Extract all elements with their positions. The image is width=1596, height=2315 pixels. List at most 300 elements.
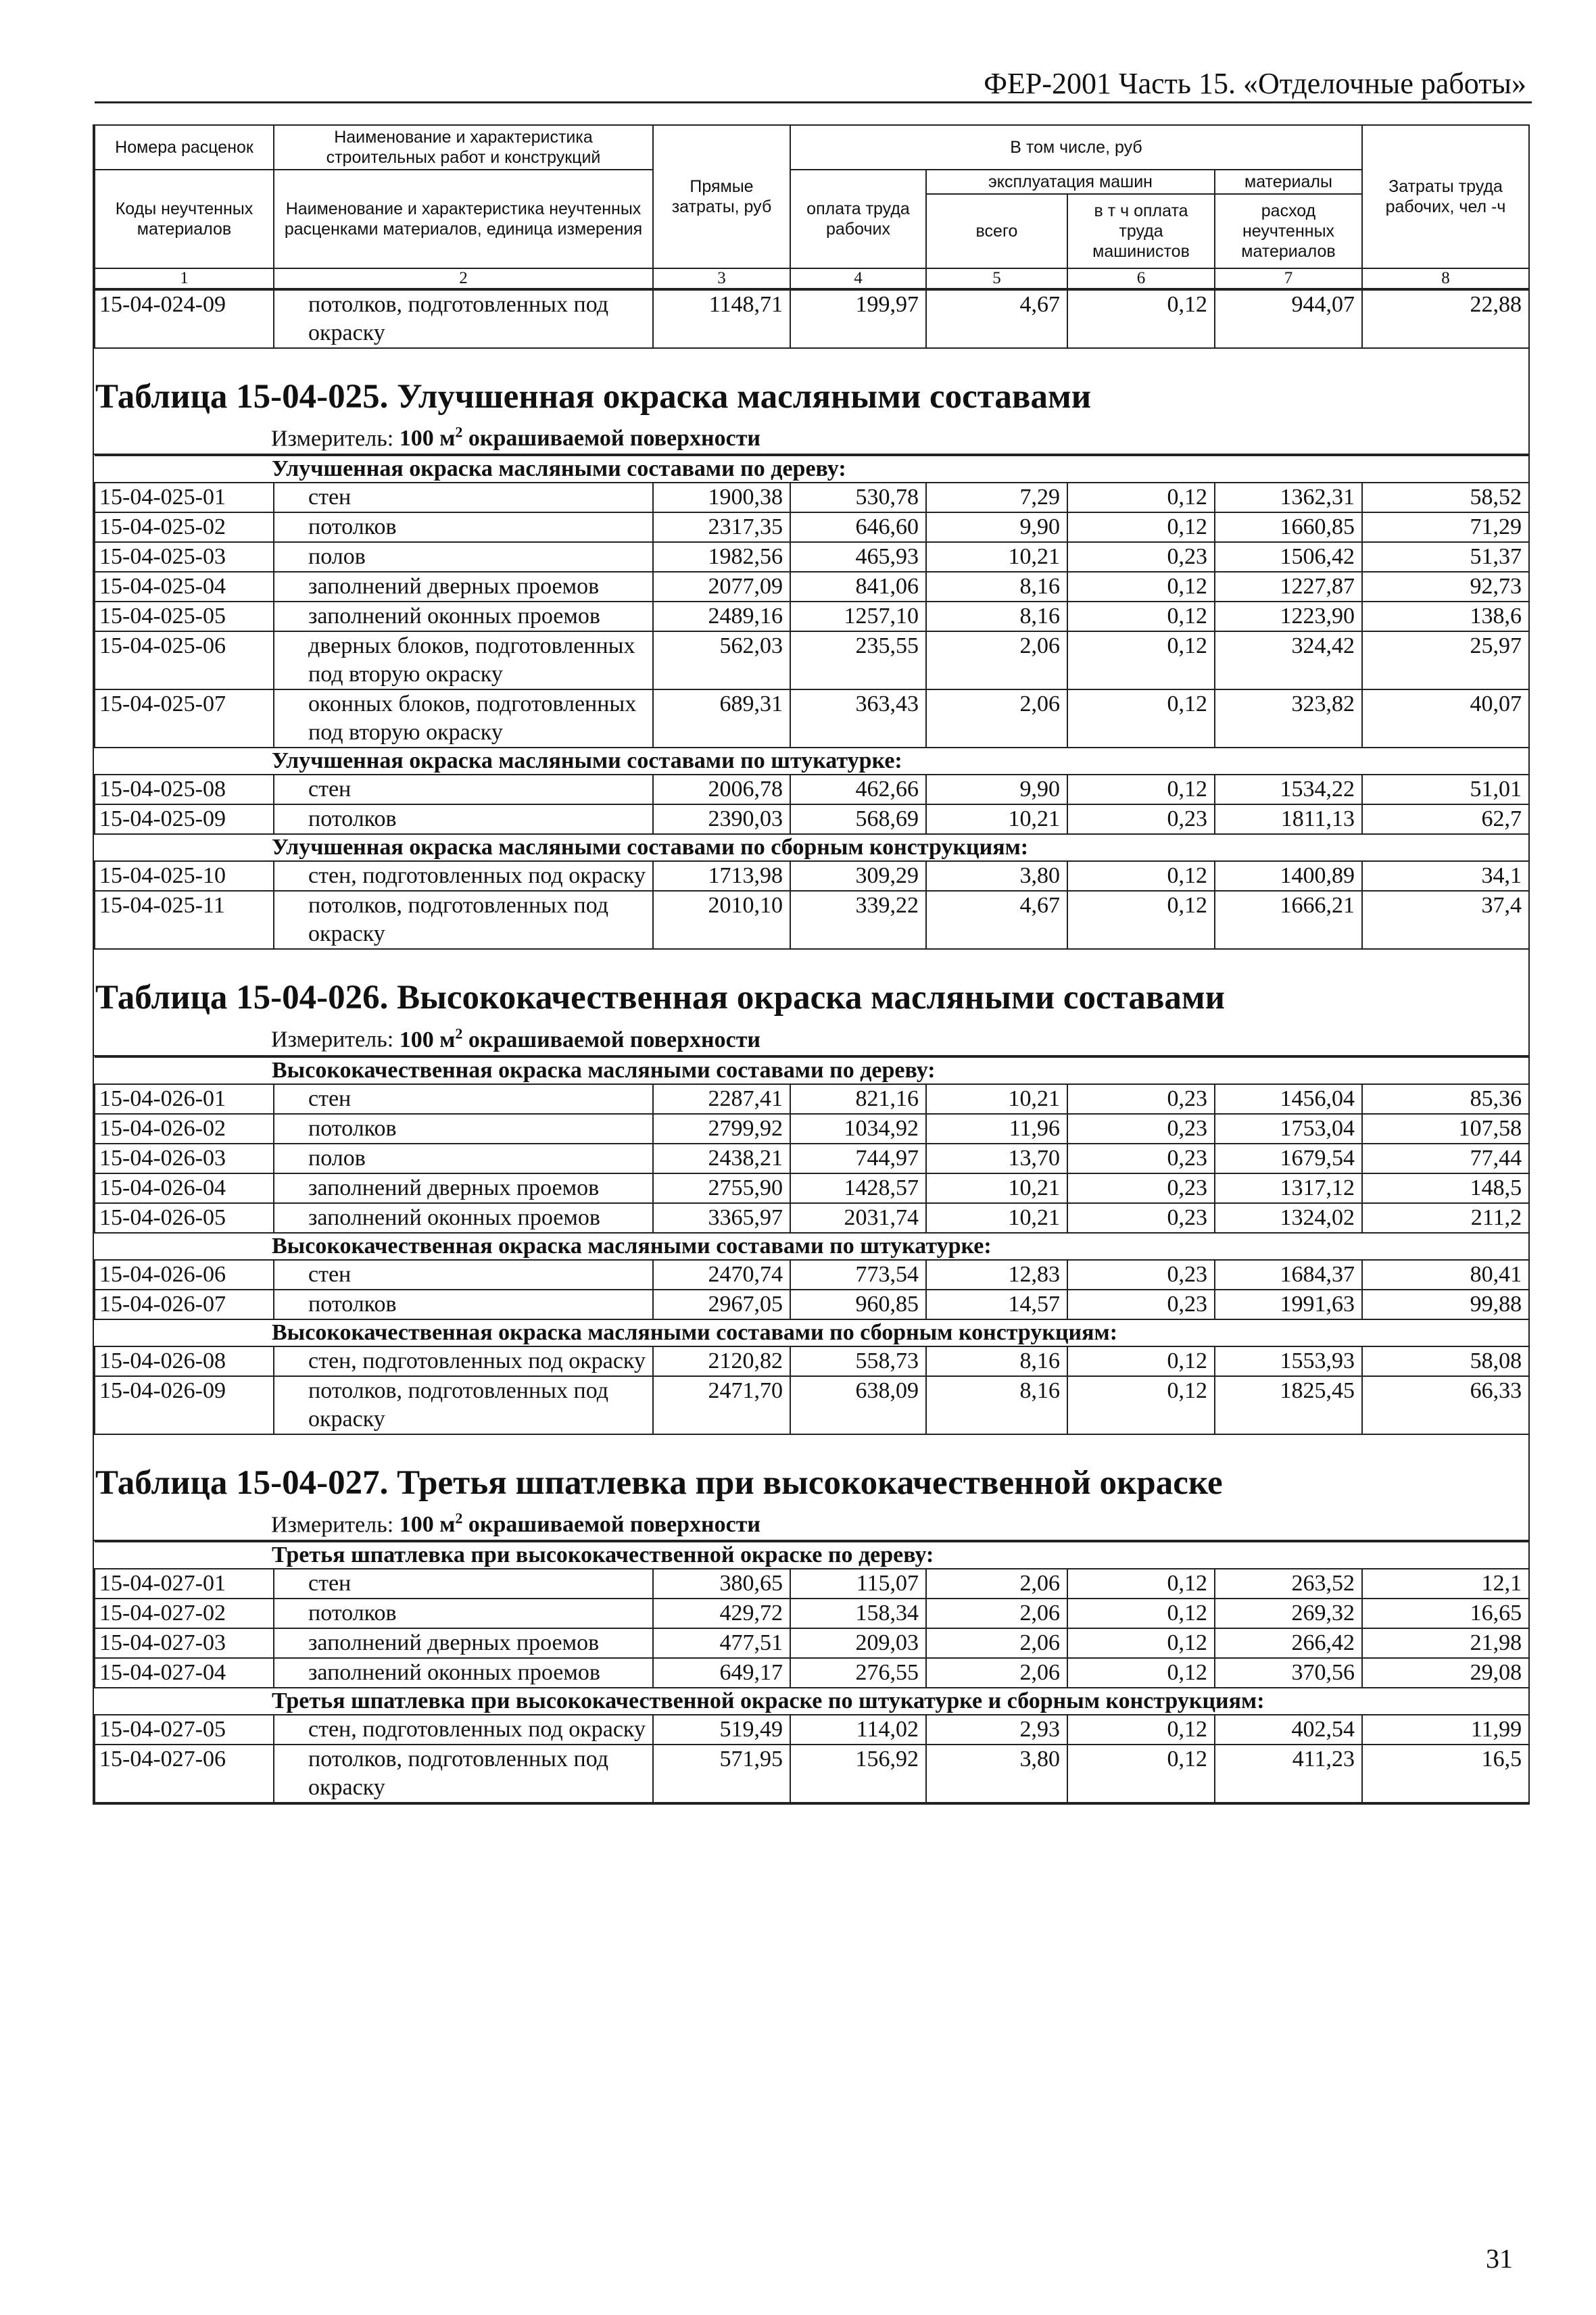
col-header-machines: эксплуатация машин bbox=[926, 170, 1215, 194]
work-name: заполнений оконных проемов bbox=[274, 602, 653, 631]
machines-total: 9,90 bbox=[926, 512, 1067, 542]
work-name: потолков bbox=[274, 1290, 653, 1319]
table-row bbox=[95, 1260, 1529, 1290]
machines-total: 2,93 bbox=[926, 1715, 1067, 1745]
section-row bbox=[95, 748, 1529, 775]
table-row bbox=[95, 631, 1529, 689]
labor-costs: 34,1 bbox=[1362, 861, 1529, 891]
direct-costs: 2755,90 bbox=[653, 1173, 790, 1203]
operator-pay: 0,23 bbox=[1067, 1084, 1215, 1114]
work-name: заполнений дверных проемов bbox=[274, 1173, 653, 1203]
rate-code: 15-04-026-01 bbox=[95, 1084, 274, 1114]
labor-costs: 25,97 bbox=[1362, 631, 1529, 689]
direct-costs: 519,49 bbox=[653, 1715, 790, 1745]
operator-pay: 0,12 bbox=[1067, 861, 1215, 891]
table-row bbox=[95, 1376, 1529, 1434]
work-name: дверных блоков, подготовленных под вторую окраску bbox=[274, 631, 653, 689]
labor-costs: 66,33 bbox=[1362, 1376, 1529, 1434]
rate-code: 15-04-025-08 bbox=[95, 775, 274, 804]
measure-description: окрашиваемой поверхности bbox=[468, 1511, 760, 1537]
col-header-group: В том числе, руб bbox=[790, 125, 1362, 170]
worker-pay: 209,03 bbox=[790, 1628, 926, 1658]
material-usage: 1666,21 bbox=[1215, 891, 1362, 949]
work-name: потолков, подготовленных под окраску bbox=[274, 1376, 653, 1434]
rate-code: 15-04-027-06 bbox=[95, 1745, 274, 1803]
operator-pay: 0,23 bbox=[1067, 1173, 1215, 1203]
worker-pay: 1257,10 bbox=[790, 602, 926, 631]
table-row bbox=[95, 602, 1529, 631]
section-row bbox=[95, 456, 1529, 483]
measure-exponent: 2 bbox=[455, 1025, 463, 1042]
table-row bbox=[95, 1599, 1529, 1628]
operator-pay: 0,23 bbox=[1067, 1114, 1215, 1144]
worker-pay: 465,93 bbox=[790, 542, 926, 572]
labor-costs: 138,6 bbox=[1362, 602, 1529, 631]
section-row bbox=[95, 1319, 1529, 1346]
rate-code: 15-04-025-09 bbox=[95, 804, 274, 834]
col-num: 8 bbox=[1362, 268, 1529, 289]
col-header-worker-pay: оплата труда рабочих bbox=[790, 170, 926, 268]
rate-code: 15-04-027-02 bbox=[95, 1599, 274, 1628]
table-row bbox=[95, 542, 1529, 572]
labor-costs: 77,44 bbox=[1362, 1144, 1529, 1173]
direct-costs: 1900,38 bbox=[653, 483, 790, 512]
labor-costs: 92,73 bbox=[1362, 572, 1529, 602]
work-name: потолков, подготовленных под окраску bbox=[274, 1745, 653, 1803]
direct-costs: 380,65 bbox=[653, 1569, 790, 1599]
col-header-material-codes: Коды неучтенных материалов bbox=[95, 170, 274, 268]
rate-code: 15-04-027-04 bbox=[95, 1658, 274, 1688]
col-header-materials: материалы bbox=[1215, 170, 1362, 194]
rate-code: 15-04-025-04 bbox=[95, 572, 274, 602]
operator-pay: 0,12 bbox=[1067, 689, 1215, 748]
machines-total: 10,21 bbox=[926, 1084, 1067, 1114]
work-name: заполнений дверных проемов bbox=[274, 572, 653, 602]
rate-code: 15-04-027-03 bbox=[95, 1628, 274, 1658]
direct-costs: 689,31 bbox=[653, 689, 790, 748]
rate-code: 15-04-026-02 bbox=[95, 1114, 274, 1144]
worker-pay: 646,60 bbox=[790, 512, 926, 542]
worker-pay: 363,43 bbox=[790, 689, 926, 748]
measure-amount: 100 м bbox=[399, 1511, 456, 1537]
direct-costs: 477,51 bbox=[653, 1628, 790, 1658]
table-row bbox=[95, 290, 1529, 348]
table-row bbox=[95, 1715, 1529, 1745]
material-usage: 411,23 bbox=[1215, 1745, 1362, 1803]
operator-pay: 0,12 bbox=[1067, 1599, 1215, 1628]
worker-pay: 558,73 bbox=[790, 1346, 926, 1376]
worker-pay: 158,34 bbox=[790, 1599, 926, 1628]
material-usage: 1660,85 bbox=[1215, 512, 1362, 542]
material-usage: 1227,87 bbox=[1215, 572, 1362, 602]
direct-costs: 2287,41 bbox=[653, 1084, 790, 1114]
column-header-table bbox=[94, 124, 1530, 289]
material-usage: 266,42 bbox=[1215, 1628, 1362, 1658]
material-usage: 1679,54 bbox=[1215, 1144, 1362, 1173]
labor-costs: 62,7 bbox=[1362, 804, 1529, 834]
measure-description: окрашиваемой поверхности bbox=[468, 426, 760, 452]
table-row bbox=[95, 1144, 1529, 1173]
direct-costs: 1713,98 bbox=[653, 861, 790, 891]
machines-total: 8,16 bbox=[926, 572, 1067, 602]
worker-pay: 2031,74 bbox=[790, 1203, 926, 1233]
rate-code: 15-04-026-09 bbox=[95, 1376, 274, 1434]
machines-total: 9,90 bbox=[926, 775, 1067, 804]
rate-code: 15-04-026-03 bbox=[95, 1144, 274, 1173]
operator-pay: 0,12 bbox=[1067, 631, 1215, 689]
worker-pay: 462,66 bbox=[790, 775, 926, 804]
worker-pay: 115,07 bbox=[790, 1569, 926, 1599]
machines-total: 4,67 bbox=[926, 891, 1067, 949]
rate-code: 15-04-025-11 bbox=[95, 891, 274, 949]
table-row bbox=[95, 1346, 1529, 1376]
material-usage: 269,32 bbox=[1215, 1599, 1362, 1628]
measure-label: Измеритель: bbox=[271, 426, 394, 452]
col-num: 6 bbox=[1067, 268, 1215, 289]
machines-total: 8,16 bbox=[926, 1376, 1067, 1434]
material-usage: 1400,89 bbox=[1215, 861, 1362, 891]
direct-costs: 562,03 bbox=[653, 631, 790, 689]
col-header-work-name: Наименование и характеристика строительных работ и конструкций bbox=[274, 125, 653, 170]
material-usage: 1362,31 bbox=[1215, 483, 1362, 512]
machines-total: 2,06 bbox=[926, 1569, 1067, 1599]
measure-value bbox=[400, 426, 760, 451]
direct-costs: 2010,10 bbox=[653, 891, 790, 949]
rate-code: 15-04-025-05 bbox=[95, 602, 274, 631]
measure-amount: 100 м bbox=[399, 1027, 456, 1052]
worker-pay: 960,85 bbox=[790, 1290, 926, 1319]
worker-pay: 744,97 bbox=[790, 1144, 926, 1173]
col-num: 3 bbox=[653, 268, 790, 289]
machines-total: 10,21 bbox=[926, 1173, 1067, 1203]
operator-pay: 0,12 bbox=[1067, 290, 1215, 348]
direct-costs: 2317,35 bbox=[653, 512, 790, 542]
operator-pay: 0,12 bbox=[1067, 512, 1215, 542]
page-number: 31 bbox=[1486, 2243, 1513, 2274]
col-header-machines-total: всего bbox=[926, 194, 1067, 268]
worker-pay: 235,55 bbox=[790, 631, 926, 689]
direct-costs: 2077,09 bbox=[653, 572, 790, 602]
direct-costs: 649,17 bbox=[653, 1658, 790, 1688]
direct-costs: 2471,70 bbox=[653, 1376, 790, 1434]
material-usage: 1753,04 bbox=[1215, 1114, 1362, 1144]
measure-label: Измеритель: bbox=[271, 1027, 394, 1052]
operator-pay: 0,12 bbox=[1067, 1628, 1215, 1658]
section-title: Высококачественная окраска масляными составами по дереву: bbox=[95, 1057, 1529, 1084]
material-usage: 1825,45 bbox=[1215, 1376, 1362, 1434]
labor-costs: 107,58 bbox=[1362, 1114, 1529, 1144]
labor-costs: 29,08 bbox=[1362, 1658, 1529, 1688]
work-name: заполнений оконных проемов bbox=[274, 1203, 653, 1233]
labor-costs: 21,98 bbox=[1362, 1628, 1529, 1658]
worker-pay: 156,92 bbox=[790, 1745, 926, 1803]
table-row bbox=[95, 1569, 1529, 1599]
machines-total: 2,06 bbox=[926, 1599, 1067, 1628]
operator-pay: 0,12 bbox=[1067, 891, 1215, 949]
table-row bbox=[95, 804, 1529, 834]
table-row bbox=[95, 1745, 1529, 1803]
material-usage: 1553,93 bbox=[1215, 1346, 1362, 1376]
table-row bbox=[95, 1290, 1529, 1319]
section-row bbox=[95, 834, 1529, 861]
operator-pay: 0,12 bbox=[1067, 1715, 1215, 1745]
worker-pay: 1034,92 bbox=[790, 1114, 926, 1144]
labor-costs: 80,41 bbox=[1362, 1260, 1529, 1290]
rate-code: 15-04-025-10 bbox=[95, 861, 274, 891]
direct-costs: 2438,21 bbox=[653, 1144, 790, 1173]
operator-pay: 0,23 bbox=[1067, 1203, 1215, 1233]
table-row bbox=[95, 689, 1529, 748]
col-header-material-name: Наименование и характеристика неучтенных расценками материалов, единица измерения bbox=[274, 170, 653, 268]
machines-total: 10,21 bbox=[926, 1203, 1067, 1233]
col-header-material-usage: расход неучтенных материалов bbox=[1215, 194, 1362, 268]
operator-pay: 0,23 bbox=[1067, 1260, 1215, 1290]
operator-pay: 0,12 bbox=[1067, 1376, 1215, 1434]
col-header-labor-costs: Затраты труда рабочих, чел -ч bbox=[1362, 125, 1529, 268]
work-name: стен bbox=[274, 1569, 653, 1599]
worker-pay: 276,55 bbox=[790, 1658, 926, 1688]
labor-costs: 85,36 bbox=[1362, 1084, 1529, 1114]
work-name: стен, подготовленных под окраску bbox=[274, 1346, 653, 1376]
table-row bbox=[95, 1114, 1529, 1144]
measure-label: Измеритель: bbox=[271, 1511, 394, 1537]
machines-total: 13,70 bbox=[926, 1144, 1067, 1173]
rate-code: 15-04-027-05 bbox=[95, 1715, 274, 1745]
rate-table bbox=[94, 1541, 1530, 1803]
table-row bbox=[95, 1084, 1529, 1114]
machines-total: 10,21 bbox=[926, 542, 1067, 572]
material-usage: 1317,12 bbox=[1215, 1173, 1362, 1203]
material-usage: 1324,02 bbox=[1215, 1203, 1362, 1233]
rate-code: 15-04-026-05 bbox=[95, 1203, 274, 1233]
work-name: потолков bbox=[274, 1114, 653, 1144]
direct-costs: 571,95 bbox=[653, 1745, 790, 1803]
work-name: стен bbox=[274, 483, 653, 512]
material-usage: 1811,13 bbox=[1215, 804, 1362, 834]
material-usage: 1456,04 bbox=[1215, 1084, 1362, 1114]
labor-costs: 22,88 bbox=[1362, 290, 1529, 348]
rate-code: 15-04-025-02 bbox=[95, 512, 274, 542]
column-number-row bbox=[95, 268, 1529, 289]
rate-code: 15-04-026-04 bbox=[95, 1173, 274, 1203]
col-num: 5 bbox=[926, 268, 1067, 289]
carryover-table bbox=[94, 289, 1530, 349]
work-name: стен, подготовленных под окраску bbox=[274, 861, 653, 891]
material-usage: 1991,63 bbox=[1215, 1290, 1362, 1319]
col-num: 1 bbox=[95, 268, 274, 289]
direct-costs: 429,72 bbox=[653, 1599, 790, 1628]
labor-costs: 211,2 bbox=[1362, 1203, 1529, 1233]
machines-total: 3,80 bbox=[926, 1745, 1067, 1803]
section-title: Улучшенная окраска масляными составами по дереву: bbox=[95, 456, 1529, 483]
measure-value bbox=[400, 1027, 760, 1052]
section-title: Улучшенная окраска масляными составами по сборным конструкциям: bbox=[95, 834, 1529, 861]
work-name: стен, подготовленных под окраску bbox=[274, 1715, 653, 1745]
labor-costs: 16,65 bbox=[1362, 1599, 1529, 1628]
material-usage: 1223,90 bbox=[1215, 602, 1362, 631]
material-usage: 1534,22 bbox=[1215, 775, 1362, 804]
machines-total: 2,06 bbox=[926, 1628, 1067, 1658]
col-header-rate-number: Номера расценок bbox=[95, 125, 274, 170]
material-usage: 944,07 bbox=[1215, 290, 1362, 348]
work-name: потолков, подготовленных под окраску bbox=[274, 290, 653, 348]
measure-amount: 100 м bbox=[399, 426, 456, 452]
operator-pay: 0,23 bbox=[1067, 804, 1215, 834]
operator-pay: 0,23 bbox=[1067, 542, 1215, 572]
rate-code: 15-04-025-07 bbox=[95, 689, 274, 748]
section-title: Улучшенная окраска масляными составами по штукатурке: bbox=[95, 748, 1529, 775]
material-usage: 1684,37 bbox=[1215, 1260, 1362, 1290]
work-name: потолков, подготовленных под окраску bbox=[274, 891, 653, 949]
document-body bbox=[93, 124, 1530, 1805]
work-name: стен bbox=[274, 1260, 653, 1290]
worker-pay: 638,09 bbox=[790, 1376, 926, 1434]
machines-total: 3,80 bbox=[926, 861, 1067, 891]
work-name: полов bbox=[274, 542, 653, 572]
rate-code: 15-04-027-01 bbox=[95, 1569, 274, 1599]
rate-tables bbox=[94, 376, 1528, 1803]
direct-costs: 2799,92 bbox=[653, 1114, 790, 1144]
labor-costs: 16,5 bbox=[1362, 1745, 1529, 1803]
rate-code: 15-04-025-03 bbox=[95, 542, 274, 572]
labor-costs: 51,01 bbox=[1362, 775, 1529, 804]
worker-pay: 309,29 bbox=[790, 861, 926, 891]
table-row bbox=[95, 512, 1529, 542]
table-row bbox=[95, 1628, 1529, 1658]
work-name: заполнений оконных проемов bbox=[274, 1658, 653, 1688]
col-num: 2 bbox=[274, 268, 653, 289]
operator-pay: 0,12 bbox=[1067, 1569, 1215, 1599]
worker-pay: 199,97 bbox=[790, 290, 926, 348]
section-title: Третья шпатлевка при высококачественной окраске по штукатурке и сборным конструкциям: bbox=[95, 1688, 1529, 1715]
operator-pay: 0,12 bbox=[1067, 775, 1215, 804]
worker-pay: 841,06 bbox=[790, 572, 926, 602]
rate-table bbox=[94, 455, 1530, 950]
operator-pay: 0,12 bbox=[1067, 1658, 1215, 1688]
labor-costs: 37,4 bbox=[1362, 891, 1529, 949]
machines-total: 8,16 bbox=[926, 602, 1067, 631]
labor-costs: 71,29 bbox=[1362, 512, 1529, 542]
section-title: Высококачественная окраска масляными составами по сборным конструкциям: bbox=[95, 1319, 1529, 1346]
rate-code: 15-04-026-06 bbox=[95, 1260, 274, 1290]
work-name: полов bbox=[274, 1144, 653, 1173]
rate-table-block bbox=[94, 1462, 1528, 1803]
operator-pay: 0,12 bbox=[1067, 1745, 1215, 1803]
rate-table bbox=[94, 1056, 1530, 1435]
measure-value bbox=[399, 1509, 760, 1537]
table-row bbox=[95, 891, 1529, 949]
labor-costs: 40,07 bbox=[1362, 689, 1529, 748]
operator-pay: 0,12 bbox=[1067, 483, 1215, 512]
direct-costs: 3365,97 bbox=[653, 1203, 790, 1233]
machines-total: 10,21 bbox=[926, 804, 1067, 834]
worker-pay: 339,22 bbox=[790, 891, 926, 949]
direct-costs: 2120,82 bbox=[653, 1346, 790, 1376]
operator-pay: 0,23 bbox=[1067, 1290, 1215, 1319]
rate-table-block bbox=[94, 376, 1528, 950]
measure-unit-line bbox=[94, 418, 1528, 455]
machines-total: 2,06 bbox=[926, 1658, 1067, 1688]
material-usage: 263,52 bbox=[1215, 1569, 1362, 1599]
machines-total: 14,57 bbox=[926, 1290, 1067, 1319]
labor-costs: 58,08 bbox=[1362, 1346, 1529, 1376]
measure-unit-line bbox=[94, 1504, 1528, 1541]
rate-code: 15-04-025-01 bbox=[95, 483, 274, 512]
material-usage: 324,42 bbox=[1215, 631, 1362, 689]
table-row bbox=[95, 483, 1529, 512]
work-name: потолков bbox=[274, 804, 653, 834]
material-usage: 323,82 bbox=[1215, 689, 1362, 748]
work-name: потолков bbox=[274, 1599, 653, 1628]
worker-pay: 530,78 bbox=[790, 483, 926, 512]
header-title: ФЕР-2001 Часть 15. «Отделочные работы» bbox=[984, 67, 1526, 100]
col-header-operator-pay: в т ч оплата труда машинистов bbox=[1067, 194, 1215, 268]
table-row bbox=[95, 572, 1529, 602]
table-title: Таблица 15-04-027. Третья шпатлевка при высококачественной окраске bbox=[95, 1463, 1223, 1502]
operator-pay: 0,23 bbox=[1067, 1144, 1215, 1173]
work-name: оконных блоков, подготовленных под вторую окраску bbox=[274, 689, 653, 748]
section-row bbox=[95, 1542, 1529, 1569]
machines-total: 8,16 bbox=[926, 1346, 1067, 1376]
table-row bbox=[95, 861, 1529, 891]
worker-pay: 568,69 bbox=[790, 804, 926, 834]
machines-total: 7,29 bbox=[926, 483, 1067, 512]
direct-costs: 2390,03 bbox=[653, 804, 790, 834]
rate-code: 15-04-025-06 bbox=[95, 631, 274, 689]
rate-code: 15-04-024-09 bbox=[95, 290, 274, 348]
section-title: Высококачественная окраска масляными составами по штукатурке: bbox=[95, 1233, 1529, 1260]
machines-total: 2,06 bbox=[926, 689, 1067, 748]
worker-pay: 821,16 bbox=[790, 1084, 926, 1114]
direct-costs: 2470,74 bbox=[653, 1260, 790, 1290]
rate-table-block bbox=[94, 977, 1528, 1434]
table-title: Таблица 15-04-025. Улучшенная окраска масляными составами bbox=[95, 378, 1092, 416]
operator-pay: 0,12 bbox=[1067, 572, 1215, 602]
machines-total: 4,67 bbox=[926, 290, 1067, 348]
machines-total: 12,83 bbox=[926, 1260, 1067, 1290]
col-num: 7 bbox=[1215, 268, 1362, 289]
operator-pay: 0,12 bbox=[1067, 602, 1215, 631]
labor-costs: 11,99 bbox=[1362, 1715, 1529, 1745]
measure-description: окрашиваемой поверхности bbox=[468, 1027, 760, 1052]
worker-pay: 114,02 bbox=[790, 1715, 926, 1745]
col-header-direct-costs: Прямые затраты, руб bbox=[653, 125, 790, 268]
measure-unit-line bbox=[94, 1019, 1528, 1056]
running-header bbox=[95, 66, 1532, 103]
work-name: заполнений дверных проемов bbox=[274, 1628, 653, 1658]
labor-costs: 12,1 bbox=[1362, 1569, 1529, 1599]
worker-pay: 1428,57 bbox=[790, 1173, 926, 1203]
table-row bbox=[95, 1173, 1529, 1203]
measure-exponent: 2 bbox=[455, 1509, 463, 1527]
rate-code: 15-04-026-07 bbox=[95, 1290, 274, 1319]
operator-pay: 0,12 bbox=[1067, 1346, 1215, 1376]
direct-costs: 2006,78 bbox=[653, 775, 790, 804]
labor-costs: 58,52 bbox=[1362, 483, 1529, 512]
col-num: 4 bbox=[790, 268, 926, 289]
table-row bbox=[95, 1658, 1529, 1688]
labor-costs: 99,88 bbox=[1362, 1290, 1529, 1319]
table-row bbox=[95, 1203, 1529, 1233]
section-row bbox=[95, 1233, 1529, 1260]
section-row bbox=[95, 1057, 1529, 1084]
section-row bbox=[95, 1688, 1529, 1715]
table-row bbox=[95, 775, 1529, 804]
direct-costs: 1982,56 bbox=[653, 542, 790, 572]
machines-total: 11,96 bbox=[926, 1114, 1067, 1144]
labor-costs: 51,37 bbox=[1362, 542, 1529, 572]
section-title: Третья шпатлевка при высококачественной окраске по дереву: bbox=[95, 1542, 1529, 1569]
